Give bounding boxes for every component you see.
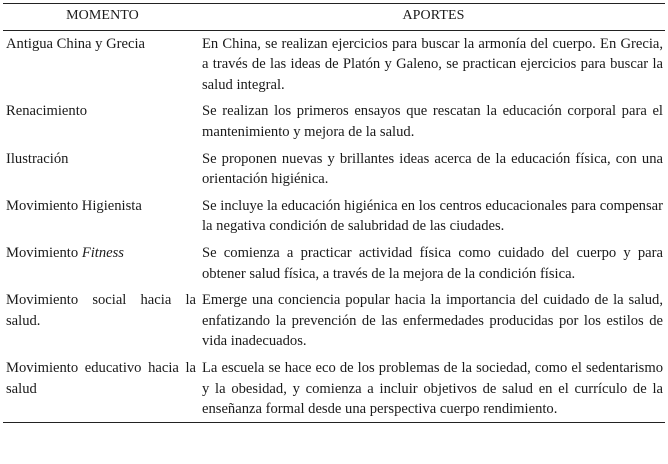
moment-cell: Renacimiento (6, 103, 88, 120)
moment-cell: Movimiento social hacia la salud. (6, 292, 196, 329)
moment-cell (3, 240, 202, 287)
contribution-cell: La escuela se hace eco de los problemas de la sociedad, como el sedentarismo y la obesidad, y comienza a incluir objetivos de salud en el currículo de la enseñanza formal desde una perspectiva cuerpo rendimiento. (202, 355, 665, 422)
table-row (3, 287, 665, 355)
table-row (3, 30, 665, 98)
contribution-cell: Emerge una conciencia popular hacia la importancia del cuidado de la salud, enfatizando la prevención de las enfermedades producidas por los estilos de vida inadecuados. (202, 292, 663, 350)
contribution-cell: Se realizan los primeros ensayos que rescatan la educación corporal para el mantenimiento y mejora de la salud. (202, 103, 663, 140)
table-row (3, 240, 665, 287)
header-contributions: APORTES (202, 4, 665, 31)
table-row (3, 193, 665, 240)
contribution-cell: Se proponen nuevas y brillantes ideas acerca de la educación física, con una orientación higiénica. (202, 150, 663, 188)
header-row (3, 4, 665, 31)
table-row (3, 98, 665, 145)
moment-cell: Movimiento educativo hacia la salud (3, 355, 202, 422)
moment-prefix: Movimiento (6, 244, 79, 261)
moment-cell: Ilustración (6, 150, 69, 167)
moment-cell: Antigua China y Grecia (6, 35, 146, 52)
moment-cell: Movimiento Higienista (6, 197, 142, 214)
moment-italic-term: Fitness (81, 244, 124, 261)
contribution-cell: Se incluye la educación higiénica en los centros educacionales para compensar la negativa condición de salubridad de las ciudades. (202, 197, 663, 235)
history-table (3, 3, 665, 423)
contribution-cell: En China, se realizan ejercicios para buscar la armonía del cuerpo. En Grecia, a través de las ideas de Platón y Galeno, se practican ejercicios para buscar la salud integral. (202, 35, 663, 93)
table-row (3, 146, 665, 193)
table-row (3, 355, 665, 422)
contribution-cell: Se comienza a practicar actividad física como cuidado del cuerpo y para obtener salud física, a través de la mejora de la condición física. (202, 244, 663, 282)
header-moment: MOMENTO (3, 4, 202, 31)
